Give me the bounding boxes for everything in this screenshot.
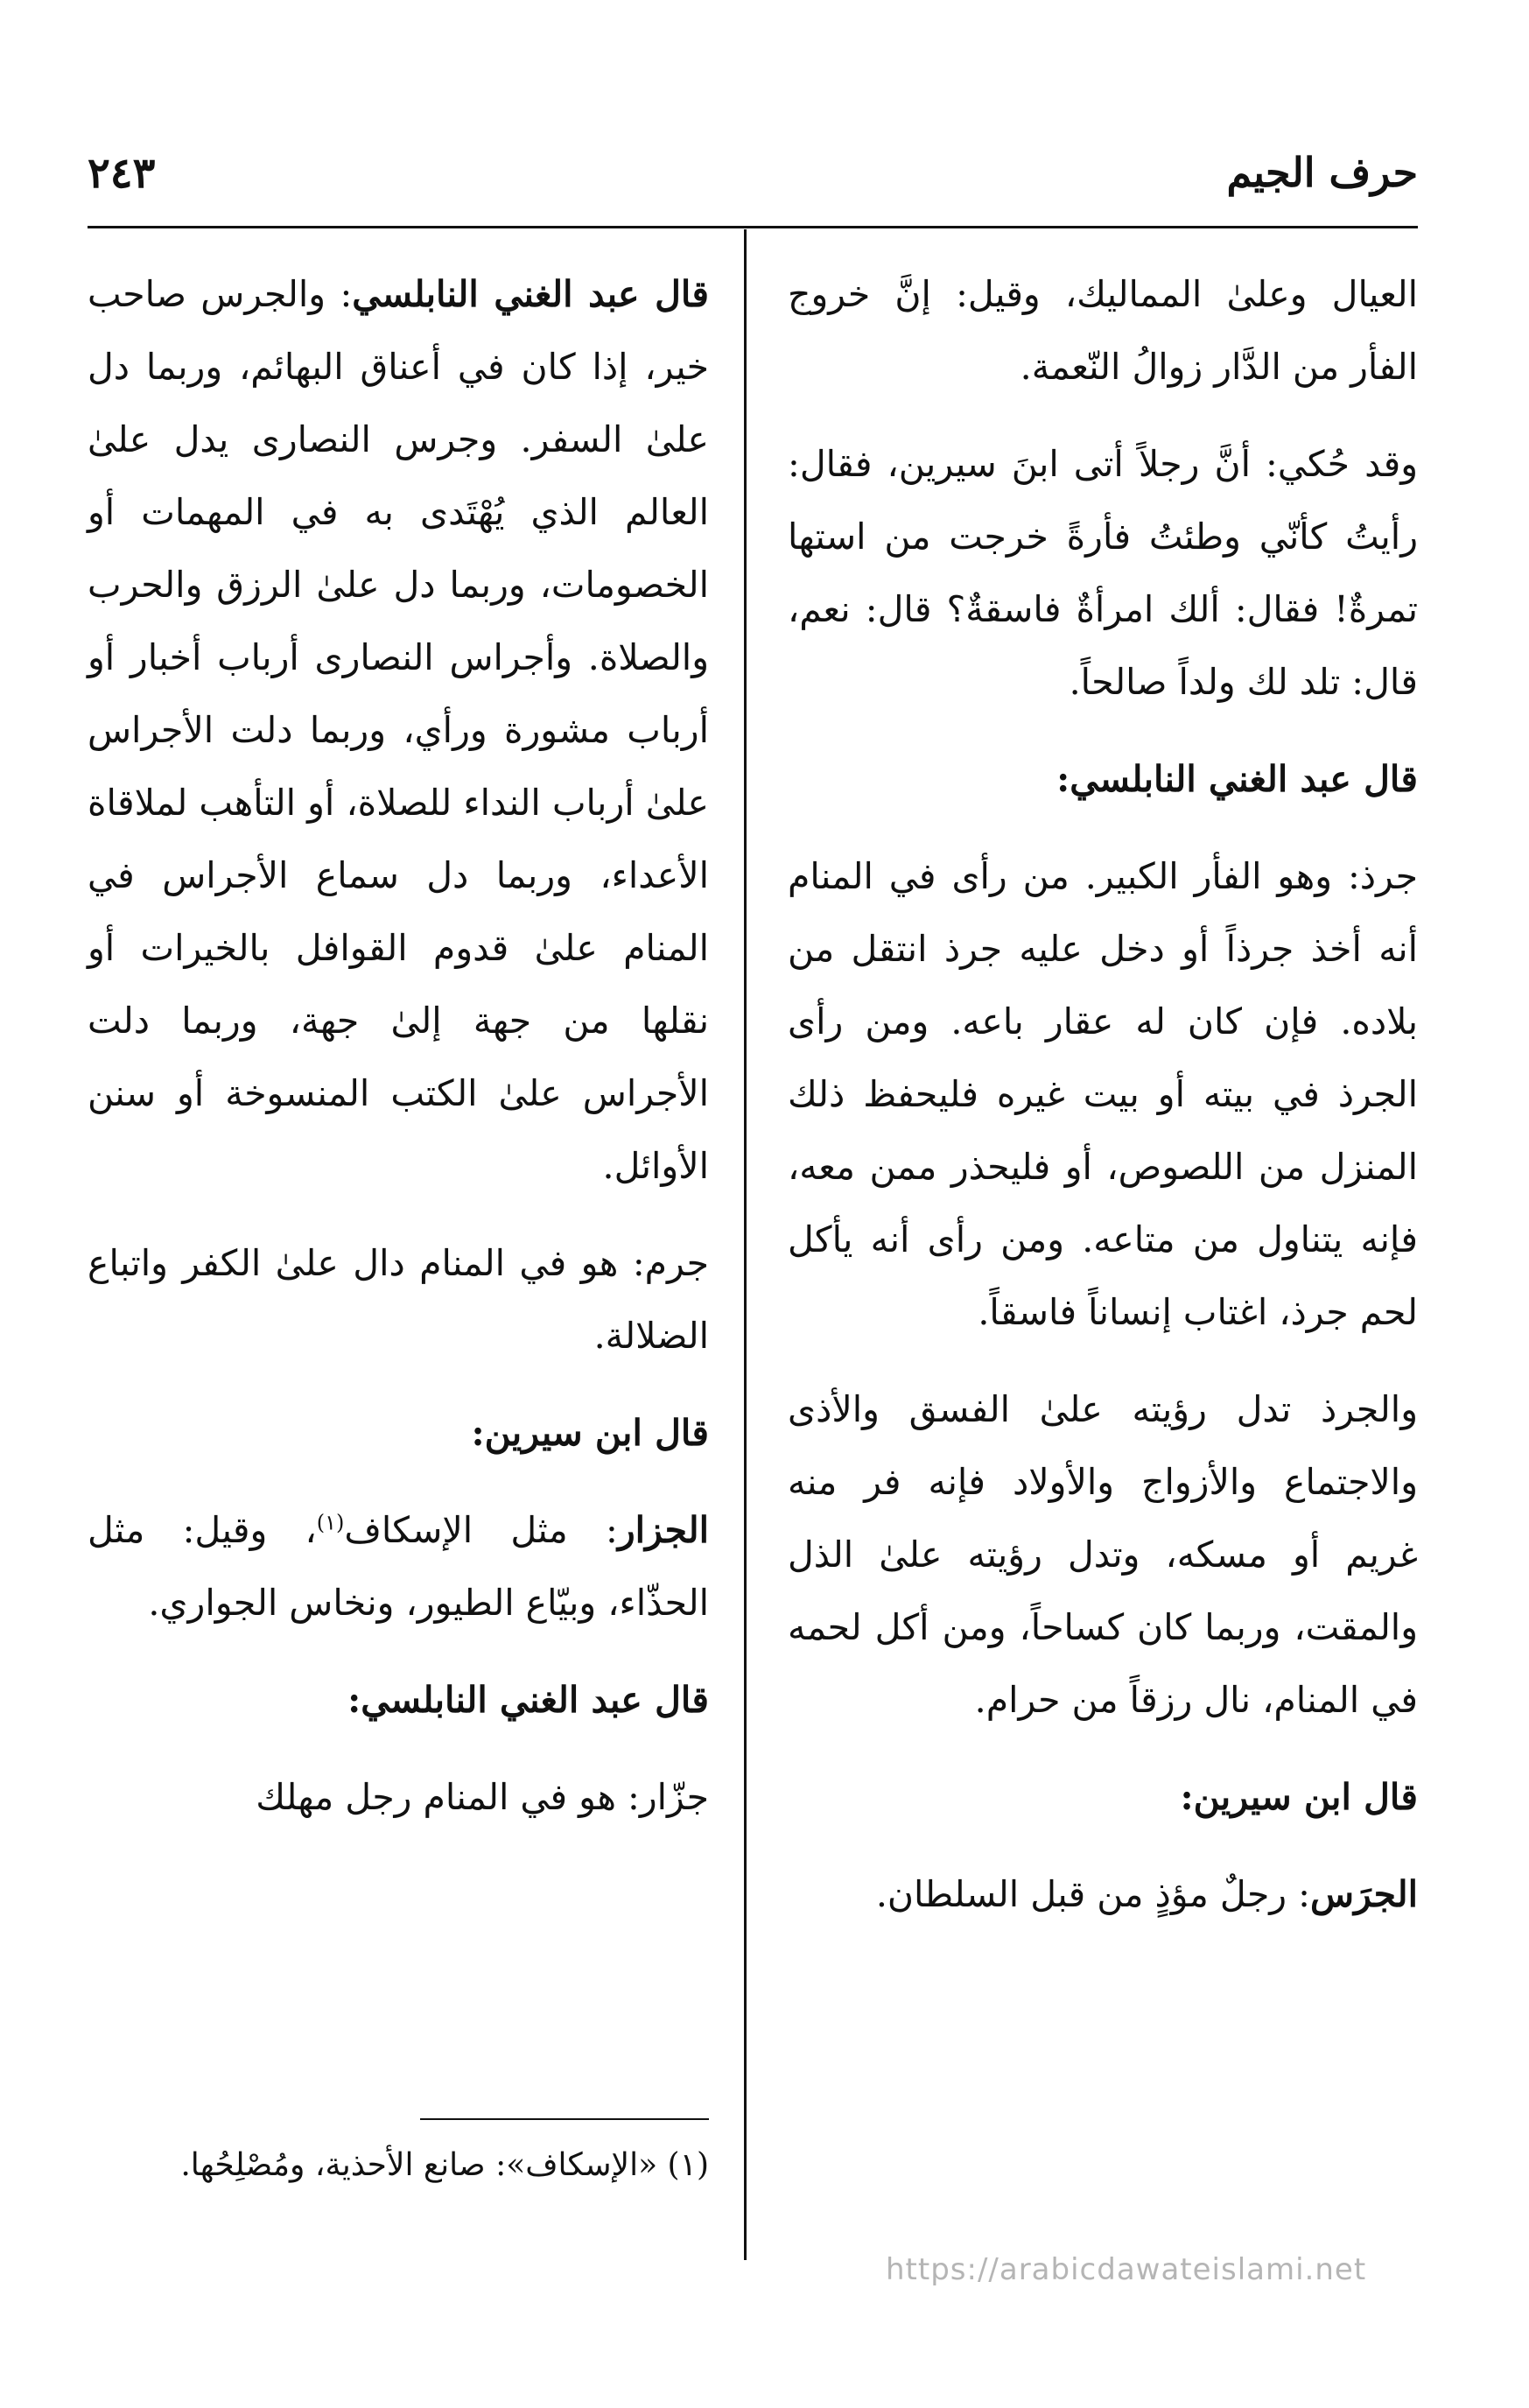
- paragraph: والجرذ تدل رؤيته علىٰ الفسق والأذى والاجتماع والأزواج والأولاد فإنه فر منه غريم أو مسكه، وتدل رؤيته علىٰ الذل والمقت، وربما كان كساحاً، ومن أكل لحمه في المنام، نال رزقاً من حرام.: [788, 1388, 1418, 1721]
- entry-text: : والجرس صاحب خير، إذا كان في أعناق البهائم، وربما دل علىٰ السفر. وجرس النصارى يدل علىٰ العالم الذي يُهْتَدى به في المهمات أو الخصومات، وربما دل علىٰ الرزق والحرب والصلاة. وأجراس النصارى أرباب أخبار أو أرباب مشورة ورأي، وربما دلت الأجراس علىٰ أرباب النداء للصلاة، أو التأهب لملاقاة الأعداء، وربما دل سماع الأجراس في المنام علىٰ قدوم القوافل بالخيرات أو نقلها من جهة إلىٰ جهة، وربما دلت الأجراس علىٰ الكتب المنسوخة أو سنن الأوائل.: [88, 273, 709, 1187]
- section-heading: قال ابن سيرين:: [1180, 1776, 1418, 1818]
- running-header: [88, 149, 1418, 219]
- entry-text: ، وقيل: مثل الحذّاء، وبيّاع الطيور، ونخاس الجواري.: [88, 1509, 709, 1624]
- paragraph: العيال وعلىٰ المماليك، وقيل: إنَّ خروج الفأر من الدَّار زوالُ النّعمة.: [788, 273, 1418, 388]
- page-number: ٢٤٣: [88, 149, 156, 198]
- paragraph: جزّار: هو في المنام رجل مهلك: [256, 1776, 709, 1818]
- entry-text: : مثل الإسكاف: [344, 1509, 618, 1551]
- entry-paragraph: [788, 1858, 1418, 1931]
- entry-paragraph: [88, 1494, 709, 1639]
- footnote-rule: [420, 2118, 709, 2120]
- section-heading: قال عبد الغني النابلسي:: [347, 1679, 709, 1721]
- section-heading: قال ابن سيرين:: [471, 1412, 709, 1454]
- right-column: [788, 258, 1418, 1955]
- entry-term: الجرَس: [1309, 1873, 1418, 1915]
- column-divider: [744, 229, 747, 2260]
- entry-term: الجزار: [617, 1509, 709, 1551]
- paragraph: جرم: هو في المنام دال علىٰ الكفر واتباع الضلالة.: [88, 1242, 709, 1357]
- footnote-ref: (١): [316, 1510, 345, 1535]
- entry-text: : رجلٌ مؤذٍ من قبل السلطان.: [875, 1873, 1310, 1915]
- chapter-title: حرف الجيم: [1226, 149, 1418, 196]
- header-rule: [88, 226, 1418, 228]
- entry-paragraph: [88, 258, 709, 1203]
- footnote: (١) «الإسكاف»: صانع الأحذية، ومُصْلِحُها.: [180, 2147, 709, 2183]
- paragraph: جرذ: وهو الفأر الكبير. من رأى في المنام أنه أخذ جرذاً أو دخل عليه جرذ انتقل من بلاده. فإن كان له عقار باعه. ومن رأى الجرذ في بيته أو بيت غيره فليحفظ ذلك المنزل من اللصوص، أو فليحذر ممن معه، فإنه يتناول من متاعه. ومن رأى أنه يأكل لحم جرذ، اغتاب إنساناً فاسقاً.: [788, 855, 1418, 1333]
- section-heading: قال عبد الغني النابلسي:: [1056, 758, 1418, 800]
- paragraph: وقد حُكي: أنَّ رجلاً أتى ابنَ سيرين، فقال: رأيتُ كأنّي وطئتُ فأرةً خرجت من استها تمرةٌ! فقال: ألك امرأةٌ فاسقةٌ؟ قال: نعم، قال: تلد لك ولداً صالحاً.: [788, 443, 1418, 703]
- watermark-url: https://arabicdawateislami.net: [886, 2252, 1367, 2287]
- left-column: [88, 258, 709, 1858]
- entry-lead: قال عبد الغني النابلسي: [352, 273, 709, 315]
